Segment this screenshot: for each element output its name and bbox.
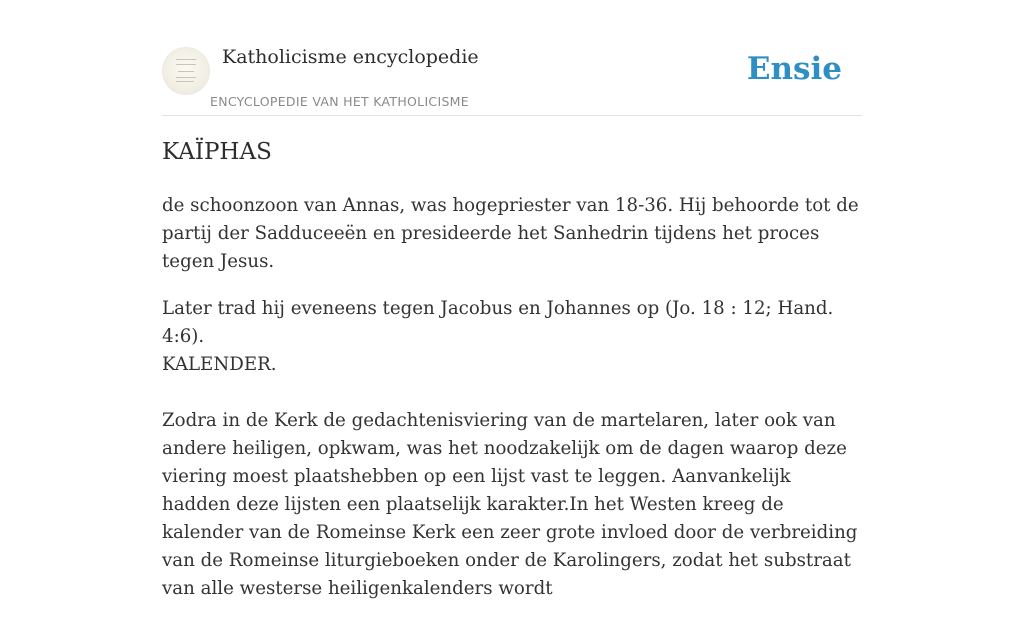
site-tagline: ENCYCLOPEDIE VAN HET KATHOLICISME <box>210 94 469 109</box>
paragraph: Later trad hij eveneens tegen Jacobus en Johannes op (Jo. 18 : 12; Hand. 4:6). <box>162 298 834 347</box>
paragraph: Zodra in de Kerk de gedachtenisviering van de martelaren, later ook van andere heiligen, opkwam, was het noodzakelijk om de dagen waarop deze viering moest plaatshebben op een lijst vast te leggen. Aanvankelijk hadden deze lijsten een plaatselijk karakter.In het Westen kreeg de kalender van de Romeinse Kerk een zeer grote invloed door de verbreiding van de Romeinse liturgieboeken onder de Karolingers, zodat het substraat van alle westerse heiligenkalenders wordt <box>162 410 858 599</box>
site-header <box>162 40 862 116</box>
section-heading-kalender: KALENDER. <box>162 354 277 375</box>
ensie-logo-link[interactable]: Ensie <box>746 51 842 87</box>
site-name[interactable]: Katholicisme encyclopedie <box>222 46 479 68</box>
article-body <box>162 192 862 622</box>
encyclopedia-cover-icon[interactable] <box>162 47 210 95</box>
paragraph: de schoonzoon van Annas, was hogepriester van 18-36. Hij behoorde tot de partij der Sadduceeën en presideerde het Sanhedrin tijdens het proces tegen Jesus. <box>162 195 859 272</box>
page-title: KAÏPHAS <box>162 139 272 165</box>
